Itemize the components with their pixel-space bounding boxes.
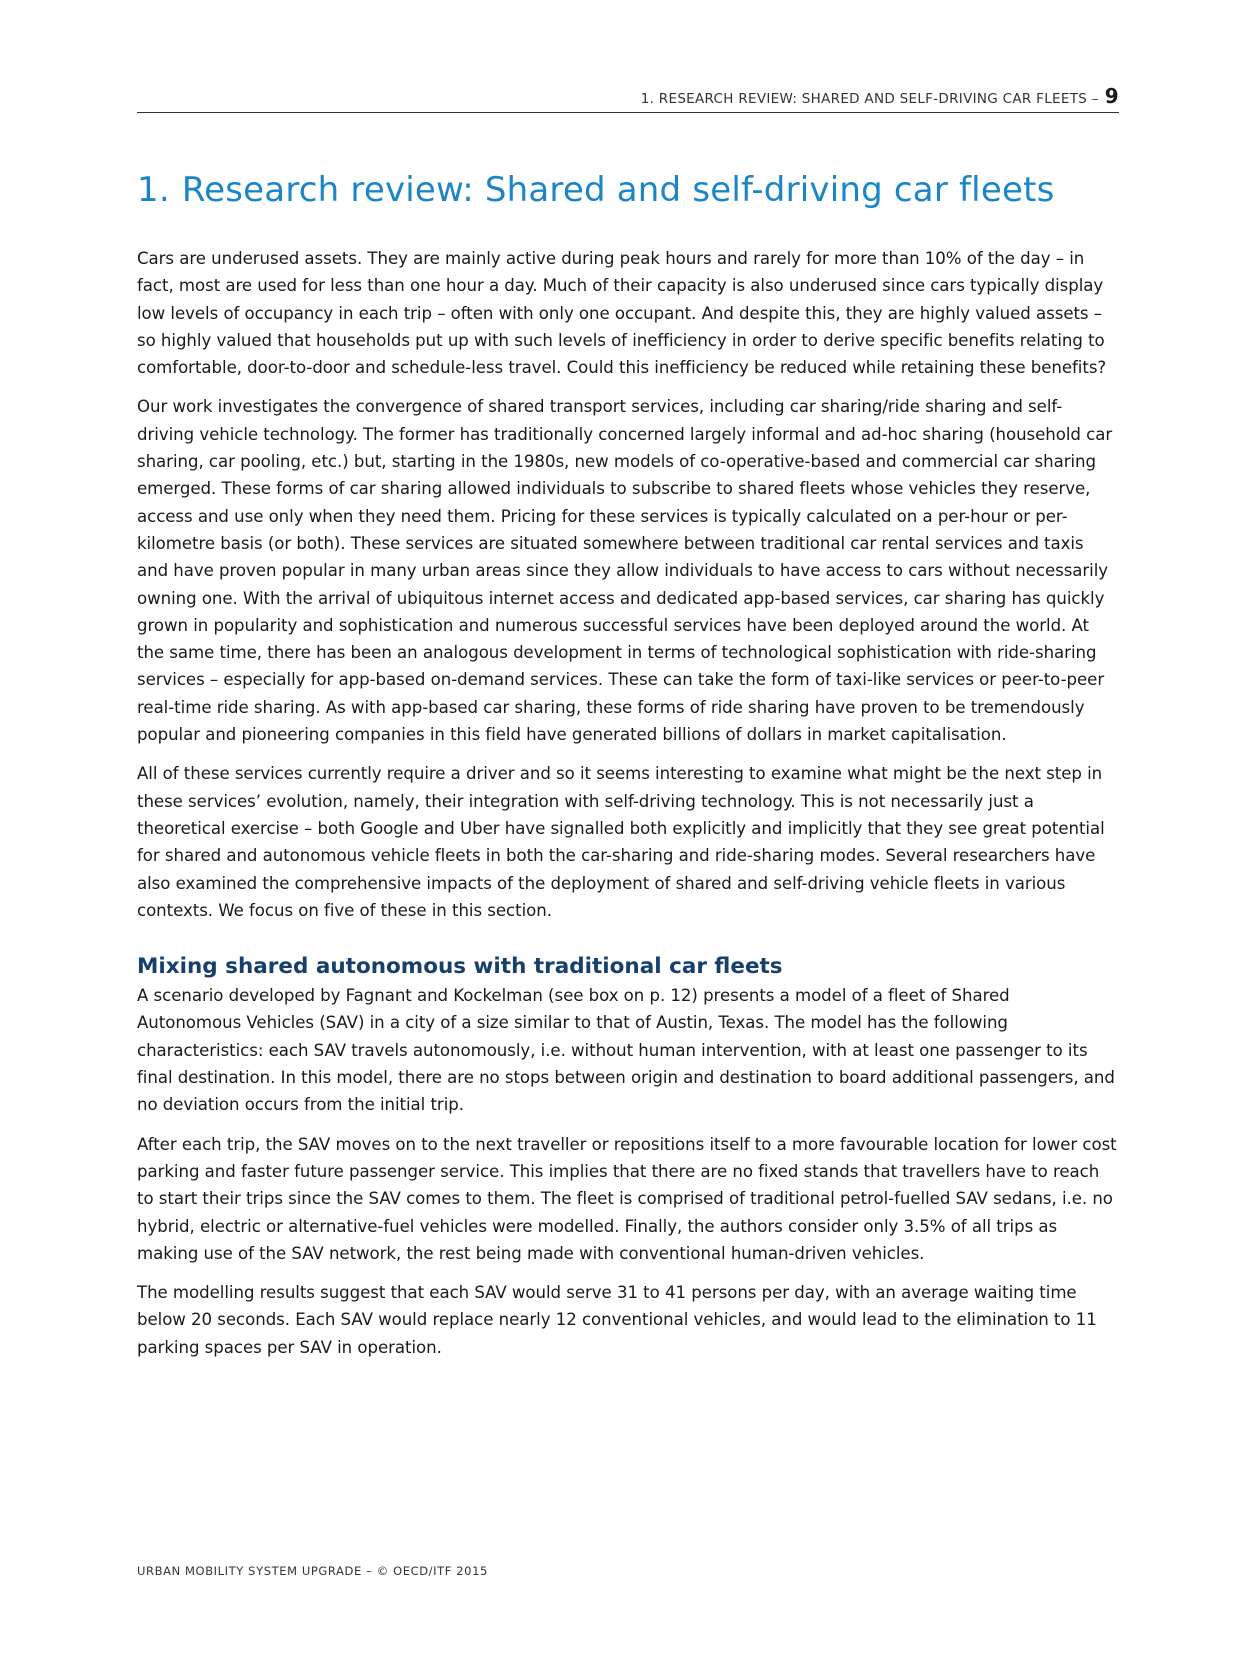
chapter-title-text: Research review: Shared and self-driving car fleets <box>181 170 1055 210</box>
section-heading: Mixing shared autonomous with traditional car fleets <box>137 954 783 980</box>
paragraph-convergence: Our work investigates the convergence of shared transport services, including car sharing/ride sharing and self-driving vehicle technology. The former has traditionally concerned largely informal and ad-hoc sharing (household car sharing, car pooling, etc.) but, starting in the 1980s, new models of co-operative-based and commercial car sharing emerged. These forms of car sharing allowed individuals to subscribe to shared fleets whose vehicles they reserve, access and use only when they need them. Pricing for these services is typically calculated on a per-hour or per-kilometre basis (or both). These services are situated somewhere between traditional car rental services and taxis and have proven popular in many urban areas since they allow individuals to have access to cars without necessarily owning one. With the arrival of ubiquitous internet access and dedicated app-based services, car sharing has quickly grown in popularity and sophistication and numerous successful services have been deployed around the world. At the same time, there has been an analogous development in terms of technological sophistication with ride-sharing services – especially for app-based on-demand services. These can take the form of taxi-like services or peer-to-peer real-time ride sharing. As with app-based car sharing, these forms of ride sharing have proven to be tremendously popular and pioneering companies in this field have generated billions of dollars in market capitalisation. <box>137 397 1113 745</box>
page-number: 9 <box>1104 84 1119 108</box>
running-header-title: 1. RESEARCH REVIEW: SHARED AND SELF-DRIVING CAR FLEETS – <box>640 91 1099 107</box>
body-text <box>137 245 1119 1373</box>
paragraph-scenario: A scenario developed by Fagnant and Kockelman (see box on p. 12) presents a model of a fleet of Shared Autonomous Vehicles (SAV) in a city of a size similar to that of Austin, Texas. The model has the following characteristics: each SAV travels autonomously, i.e. without human intervention, with at least one passenger to its final destination. In this model, there are no stops between origin and destination to board additional passengers, and no deviation occurs from the initial trip. <box>137 986 1115 1115</box>
paragraph-results: The modelling results suggest that each SAV would serve 31 to 41 persons per day, with an average waiting time below 20 seconds. Each SAV would replace nearly 12 conventional vehicles, and would lead to the elimination to 11 parking spaces per SAV in operation. <box>137 1283 1097 1357</box>
chapter-number: 1. <box>137 170 170 210</box>
paragraph-intro: Cars are underused assets. They are mainly active during peak hours and rarely for more than 10% of the day – in fact, most are used for less than one hour a day. Much of their capacity is also underused since cars typically display low levels of occupancy in each trip – often with only one occupant. And despite this, they are highly valued assets – so highly valued that households put up with such levels of inefficiency in order to derive specific benefits relating to comfortable, door-to-door and schedule-less travel. Could this inefficiency be reduced while retaining these benefits? <box>137 249 1107 378</box>
header-divider <box>137 112 1119 113</box>
paragraph-driver-services: All of these services currently require a driver and so it seems interesting to examine what might be the next step in these services’ evolution, namely, their integration with self-driving technology. This is not necessarily just a theoretical exercise – both Google and Uber have signalled both explicitly and implicitly that they see great potential for shared and autonomous vehicle fleets in both the car-sharing and ride-sharing modes. Several researchers have also examined the comprehensive impacts of the deployment of shared and self-driving vehicle fleets in various contexts. We focus on five of these in this section. <box>137 764 1105 920</box>
chapter-title <box>137 170 1055 210</box>
page-footer: URBAN MOBILITY SYSTEM UPGRADE – © OECD/ITF 2015 <box>137 1564 488 1578</box>
paragraph-after-trip: After each trip, the SAV moves on to the next traveller or repositions itself to a more favourable location for lower cost parking and faster future passenger service. This implies that there are no fixed stands that travellers have to reach to start their trips since the SAV comes to them. The fleet is comprised of traditional petrol-fuelled SAV sedans, i.e. no hybrid, electric or alternative-fuel vehicles were modelled. Finally, the authors consider only 3.5% of all trips as making use of the SAV network, the rest being made with conventional human-driven vehicles. <box>137 1134 1117 1263</box>
running-header <box>641 84 1119 108</box>
